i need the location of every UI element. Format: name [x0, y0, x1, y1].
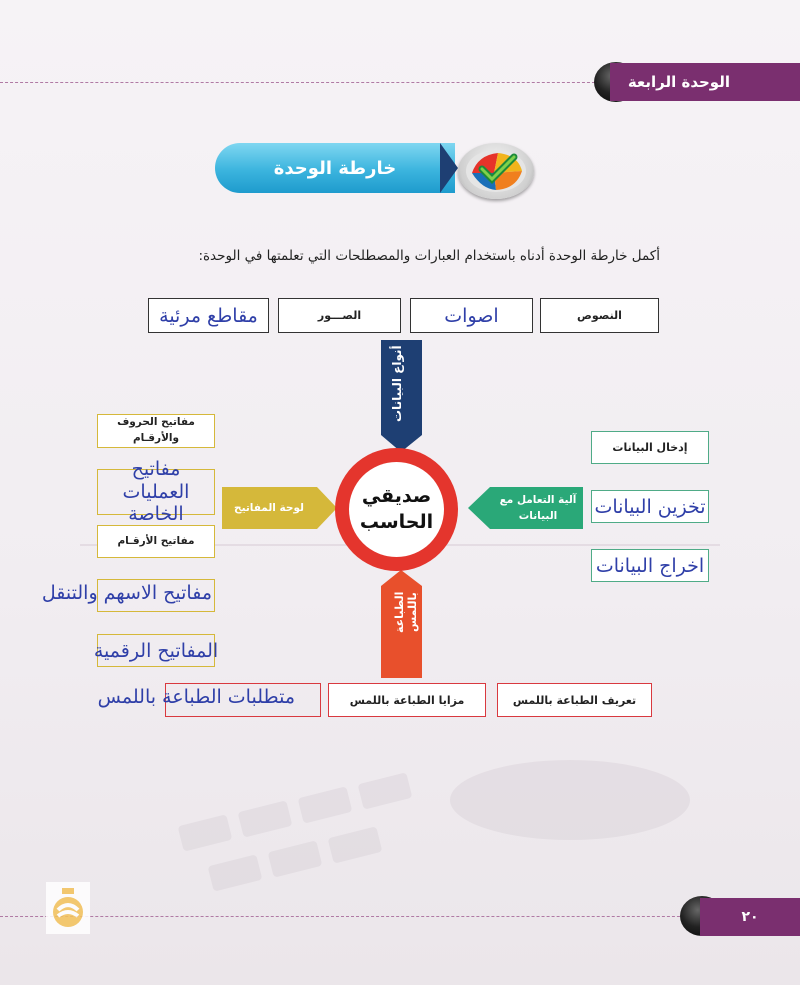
top-box-2-text: اصوات	[444, 304, 499, 327]
bottom-box-1[interactable]	[497, 683, 652, 717]
center-node	[335, 448, 458, 571]
instruction-text: أكمل خارطة الوحدة أدناه باستخدام العبارات والمصطلحات التي تعلمتها في الوحدة:	[198, 248, 660, 264]
top-box-1-text: النصوص	[577, 309, 622, 322]
footer-divider	[0, 916, 700, 917]
bottom-branch-label: الطباعة باللمس	[393, 592, 419, 634]
right-box-1-text: إدخال البيانات	[612, 441, 688, 454]
center-line-2: الحاسب	[359, 510, 434, 533]
right-box-2-text: تخزين البيانات	[594, 495, 706, 518]
left-box-4-text: مفاتيح الاسهم والتنقل	[41, 582, 212, 604]
left-box-3-text: مفاتيح الأرقـام	[117, 534, 195, 547]
bottom-box-2-text: مزايا الطباعة باللمس	[349, 693, 465, 707]
left-box-5-text: المفاتيح الرقمية	[93, 639, 219, 662]
left-box-3[interactable]	[97, 525, 215, 558]
center-line-1: صديقي	[361, 484, 432, 507]
top-box-3-text: الصـــور	[317, 309, 362, 322]
right-box-1[interactable]	[591, 431, 709, 464]
keyboard-background-graphic	[100, 730, 750, 920]
left-box-1[interactable]	[97, 414, 215, 448]
right-box-3-text: اخراج البيانات	[595, 554, 705, 577]
top-box-4-text: مقاطع مرئية	[159, 304, 258, 327]
bottom-box-3-text: متطلبات الطباعة باللمس	[97, 686, 295, 708]
left-box-2-text: مفاتيح العمليات الخاصة	[122, 457, 190, 526]
right-box-2[interactable]	[591, 490, 709, 523]
left-box-1-text: مفاتيح الحروف والأرقـام	[117, 416, 195, 444]
right-box-3[interactable]	[591, 549, 709, 582]
left-branch-label: لوحة المفاتيح	[234, 502, 304, 515]
left-box-2[interactable]	[97, 457, 215, 526]
map-title: خارطة الوحدة	[215, 143, 455, 193]
left-box-5[interactable]	[93, 634, 219, 667]
page-number: ٢٠	[700, 898, 800, 936]
top-branch-label: أنواع البيانات	[390, 345, 404, 422]
unit-title: الوحدة الرابعة	[610, 63, 800, 101]
right-branch-label: آلية التعامل مع البيانات	[499, 494, 577, 522]
bottom-box-2[interactable]	[328, 683, 486, 717]
publisher-logo-icon	[46, 882, 90, 934]
bottom-box-1-text: تعريف الطباعة باللمس	[512, 693, 637, 707]
